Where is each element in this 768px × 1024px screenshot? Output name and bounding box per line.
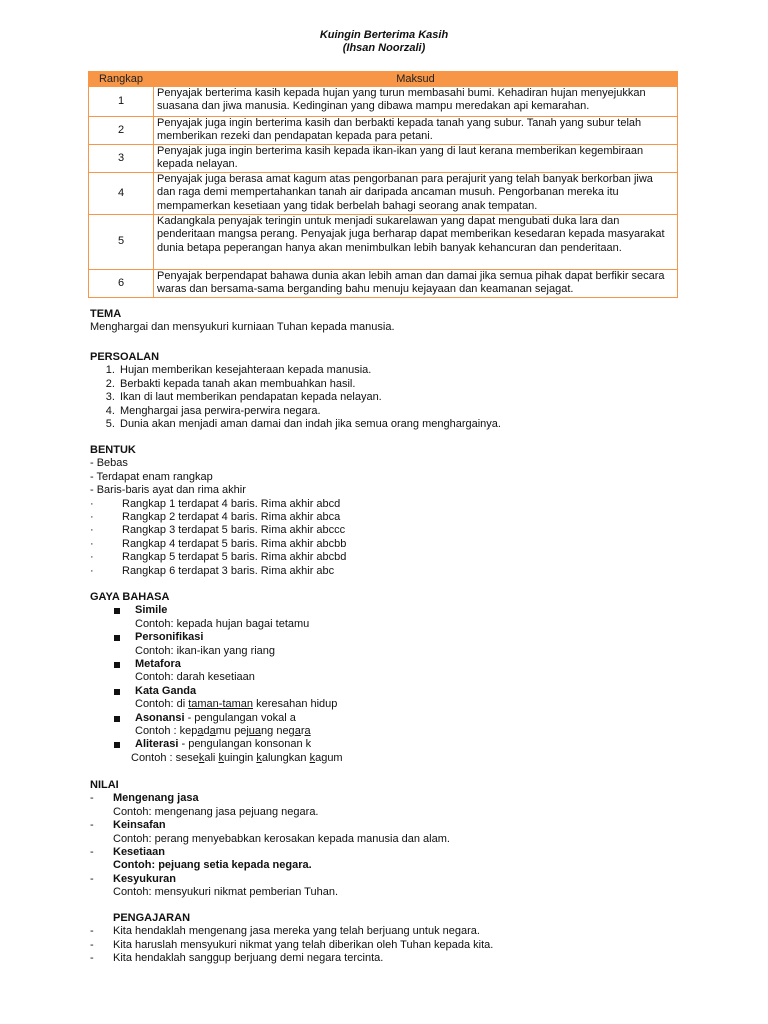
rangkap-number: 3	[89, 145, 154, 173]
gaya-bahasa-heading: GAYA BAHASA	[90, 591, 170, 603]
table-row	[89, 87, 678, 117]
list-item	[90, 551, 690, 564]
bullet: ·	[90, 511, 94, 524]
tema-text: Menghargai dan mensyukuri kurniaan Tuhan kepada manusia.	[90, 321, 395, 334]
square-bullet-icon	[114, 689, 120, 695]
contoh-underlined: k	[198, 751, 205, 764]
list-item: 1. Hujan memberikan kesejahteraan kepada manusia.	[118, 364, 690, 377]
gaya-contoh: Contoh: darah kesetiaan	[135, 671, 255, 684]
document-title: Kuingin Berterima Kasih	[319, 29, 449, 41]
table-row	[89, 117, 678, 145]
rangkap-desc: Rangkap 1 terdapat 4 baris. Rima akhir abcd	[122, 497, 341, 510]
maksud-text: Kadangkala penyajak teringin untuk menjadi sukarelawan yang dapat mengubati duka lara dan penderitaan mangsa perang. Penyajak juga berharap dapat memberikan kesedaran kepada masyarakat dunia betapa peperangan hanya akan menimbulkan lebih banyak kehancuran dan penderitaan.	[154, 215, 678, 270]
table-row	[89, 215, 678, 270]
list-item	[90, 658, 690, 671]
list-item	[90, 952, 690, 965]
bentuk-line: - Baris-baris ayat dan rima akhir	[90, 484, 246, 497]
rangkap-desc: Rangkap 2 terdapat 4 baris. Rima akhir abca	[122, 511, 341, 524]
nilai-name: Kesetiaan	[113, 846, 165, 859]
header-maksud: Maksud	[154, 72, 678, 87]
nilai-name: Mengenang jasa	[113, 792, 199, 805]
gaya-name: Simile	[135, 604, 168, 617]
maksud-text: Penyajak berterima kasih kepada hujan yang turun membasahi bumi. Kehadiran hujan menyejukkan suasana dan jiwa manusia. Kedinginan yang dibawa mampu meredakan api kemarahan.	[154, 87, 678, 117]
list-item: 4. Menghargai jasa perwira-perwira negara.	[118, 405, 690, 418]
list-item	[90, 712, 690, 725]
pengajaran-heading: PENGAJARAN	[113, 912, 191, 924]
contoh-underlined: a	[209, 725, 216, 738]
pengajaran-text: Kita hendaklah sanggup berjuang demi negara tercinta.	[113, 952, 384, 965]
rangkap-number: 1	[89, 87, 154, 117]
header-rangkap: Rangkap	[89, 72, 154, 87]
contoh-underlined: a	[197, 725, 204, 738]
rangkap-number: 6	[89, 270, 154, 298]
dash: -	[90, 952, 94, 965]
dash: -	[90, 938, 94, 951]
gaya-desc: - pengulangan konsonan k	[178, 738, 312, 751]
contoh-part: Contoh : kep	[135, 725, 198, 738]
gaya-name: Asonansi	[135, 711, 185, 724]
gaya-contoh	[90, 752, 690, 765]
bullet: ·	[90, 497, 94, 510]
list-item	[90, 738, 690, 751]
table-row	[89, 270, 678, 298]
list-item	[90, 538, 690, 551]
contoh-underlined: k	[309, 751, 316, 764]
nilai-heading: NILAI	[90, 779, 119, 791]
contoh-part: uingin	[223, 751, 257, 764]
nilai-name: Keinsafan	[113, 819, 166, 832]
nilai-name: Kesyukuran	[113, 872, 176, 885]
list-item	[90, 498, 690, 511]
maksud-text: Penyajak berpendapat bahawa dunia akan lebih aman dan damai jika semua pihak dapat berfikir secara waras dan bersama-sama berganding bahu menuju kejayaan dan keamanan sejagat.	[154, 270, 678, 298]
dash: -	[90, 872, 94, 885]
rangkap-number: 5	[89, 215, 154, 270]
square-bullet-icon	[114, 608, 120, 614]
contoh-underlined: k	[218, 751, 224, 764]
contoh-part: alungkan	[261, 751, 310, 764]
list-item: 3. Ikan di laut memberikan pendapatan kepada nelayan.	[118, 391, 690, 404]
gaya-contoh: Contoh: ikan-ikan yang riang	[135, 644, 276, 657]
contoh-underlined: a	[304, 725, 311, 738]
table-header-row	[89, 72, 678, 87]
rangkap-desc: Rangkap 6 terdapat 3 baris. Rima akhir abc	[122, 564, 335, 577]
rangkap-desc: Rangkap 3 terdapat 5 baris. Rima akhir abccc	[122, 524, 346, 537]
gaya-desc: - pengulangan vokal a	[184, 711, 296, 724]
contoh-part: keresahan hidup	[253, 698, 338, 711]
tema-section	[90, 308, 690, 335]
gaya-name: Aliterasi	[135, 738, 179, 751]
square-bullet-icon	[114, 635, 120, 641]
bentuk-line: - Bebas	[90, 457, 128, 470]
contoh-underlined: a	[294, 725, 301, 738]
maksud-text: Penyajak juga berasa amat kagum atas pengorbanan para perajurit yang telah banyak berkorban jiwa dan raga demi mempertahankan tanah air daripada ancaman musuh. Pengorbanan mereka itu mempamerkan kesetiaan yang tidak berbelah bahagi seorang anak tempatan.	[154, 173, 678, 215]
list-item	[90, 792, 690, 805]
nilai-contoh: Contoh: pejuang setia kepada negara.	[113, 859, 312, 872]
dash: -	[90, 819, 94, 832]
gaya-name: Metafora	[135, 658, 181, 671]
dash: -	[90, 846, 94, 859]
gaya-bahasa-section	[90, 591, 690, 765]
list-item	[90, 846, 690, 859]
contoh-part: agum	[315, 751, 343, 764]
contoh-underlined: taman-taman	[188, 698, 254, 711]
gaya-name: Personifikasi	[135, 631, 204, 644]
nilai-contoh: Contoh: mengenang jasa pejuang negara.	[113, 805, 319, 818]
bullet: ·	[90, 524, 94, 537]
bentuk-line: - Terdapat enam rangkap	[90, 470, 213, 483]
list-item	[90, 685, 690, 698]
contoh-part: r	[300, 725, 305, 738]
list-item	[90, 631, 690, 644]
gaya-contoh	[90, 698, 690, 711]
contoh-part: Contoh : sese	[131, 751, 199, 764]
contoh-part: Contoh: di	[135, 698, 189, 711]
contoh-underlined: k	[256, 751, 262, 764]
nilai-section	[90, 779, 690, 900]
list-item	[90, 939, 690, 952]
document-author: (Ihsan Noorzali)	[342, 42, 426, 54]
persoalan-heading: PERSOALAN	[90, 351, 160, 363]
nilai-contoh: Contoh: mensyukuri nikmat pemberian Tuhan.	[113, 886, 339, 899]
table-row	[89, 173, 678, 215]
list-item	[90, 819, 690, 832]
bullet: ·	[90, 537, 94, 550]
gaya-contoh	[90, 725, 690, 738]
contoh-underlined: ua	[248, 725, 262, 738]
pengajaran-section	[90, 912, 690, 966]
list-item	[90, 511, 690, 524]
persoalan-list	[90, 364, 690, 431]
square-bullet-icon	[114, 742, 120, 748]
contoh-part: ali	[204, 751, 219, 764]
list-item	[90, 873, 690, 886]
persoalan-section	[90, 351, 690, 431]
maksud-text: Penyajak juga ingin berterima kasih kepada ikan-ikan yang di laut kerana memberikan kegembiraan kepada nelayan.	[154, 145, 678, 173]
list-item	[90, 565, 690, 578]
dash: -	[90, 792, 94, 805]
contoh-part: ng neg	[261, 725, 295, 738]
contoh-part: d	[203, 725, 210, 738]
rangkap-desc: Rangkap 5 terdapat 5 baris. Rima akhir abcbd	[122, 551, 347, 564]
gaya-name: Kata Ganda	[135, 684, 197, 697]
square-bullet-icon	[114, 716, 120, 722]
bullet: ·	[90, 551, 94, 564]
nilai-contoh: Contoh: perang menyebabkan kerosakan kepada manusia dan alam.	[113, 832, 450, 845]
square-bullet-icon	[114, 662, 120, 668]
list-item	[90, 524, 690, 537]
maksud-text: Penyajak juga ingin berterima kasih dan berbakti kepada tanah yang subur. Tanah yang subur telah memberikan rezeki dan pendapatan kepada para petani.	[154, 117, 678, 145]
rangkap-number: 4	[89, 173, 154, 215]
gaya-contoh: Contoh: kepada hujan bagai tetamu	[135, 617, 310, 630]
bullet: ·	[90, 564, 94, 577]
bentuk-heading: BENTUK	[90, 444, 136, 456]
list-item: 2. Berbakti kepada tanah akan membuahkan hasil.	[118, 378, 690, 391]
maksud-table	[88, 71, 678, 298]
rangkap-desc: Rangkap 4 terdapat 5 baris. Rima akhir abcbb	[122, 537, 347, 550]
rangkap-number: 2	[89, 117, 154, 145]
tema-heading: TEMA	[90, 308, 122, 320]
pengajaran-text: Kita haruslah mensyukuri nikmat yang telah diberikan oleh Tuhan kepada kita.	[113, 938, 494, 951]
pengajaran-text: Kita hendaklah mengenang jasa mereka yang telah berjuang untuk negara.	[113, 925, 480, 938]
bentuk-section	[90, 444, 690, 578]
list-item	[90, 925, 690, 938]
contoh-part: mu pej	[215, 725, 249, 738]
list-item	[90, 604, 690, 617]
table-row	[89, 145, 678, 173]
list-item: 5. Dunia akan menjadi aman damai dan indah jika semua orang menghargainya.	[118, 418, 690, 431]
dash: -	[90, 925, 94, 938]
